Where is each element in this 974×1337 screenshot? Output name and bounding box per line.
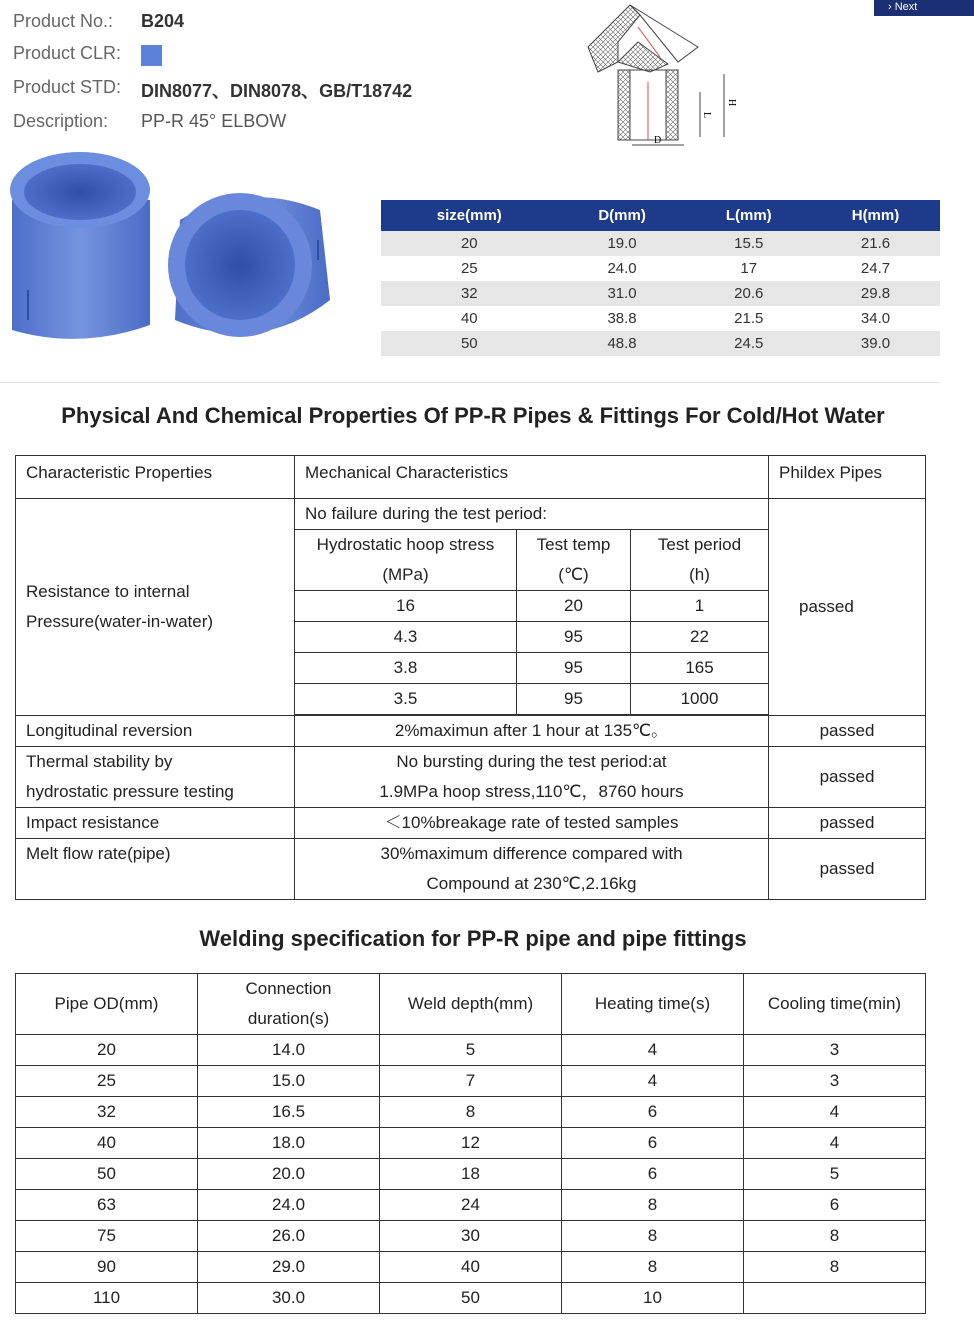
welding-cell: 8 [744, 1221, 926, 1252]
size-table-cell: 24.7 [811, 256, 940, 281]
size-table-header-cell: H(mm) [811, 200, 940, 231]
welding-row [16, 1128, 926, 1159]
welding-cell: 30.0 [198, 1283, 380, 1314]
welding-cell: 8 [380, 1097, 562, 1128]
chevron-right-icon: › [888, 1, 892, 13]
impact-row: Impact resistance ＜10%breakage rate of tested samples passed [16, 808, 926, 839]
welding-cell: 30 [380, 1221, 562, 1252]
divider [0, 382, 940, 383]
welding-title: Welding specification for PP-R pipe and pipe fittings [199, 926, 747, 951]
size-table-cell: 34.0 [811, 306, 940, 331]
welding-row [16, 1035, 926, 1066]
size-table-cell: 31.0 [558, 281, 687, 306]
subheader-test-period: Test period (h) [631, 530, 769, 591]
product-std-label: Product STD: [13, 77, 122, 97]
welding-row [16, 1066, 926, 1097]
welding-cell: 8 [562, 1190, 744, 1221]
size-table-header [381, 200, 940, 231]
welding-cell: 4 [744, 1097, 926, 1128]
welding-cell: 24.0 [198, 1190, 380, 1221]
size-table-row [381, 231, 940, 256]
properties-title: Physical And Chemical Properties Of PP-R Pipes & Fittings For Cold/Hot Water [61, 403, 885, 428]
welding-cell: 18.0 [198, 1128, 380, 1159]
header-phildex: Phildex Pipes [769, 456, 926, 499]
welding-cell: 6 [562, 1159, 744, 1190]
welding-cell: 6 [562, 1097, 744, 1128]
welding-cell: 20 [16, 1035, 198, 1066]
welding-cell: 110 [16, 1283, 198, 1314]
pressure-label: Resistance to internal Pressure(water-in-water) [16, 499, 295, 716]
welding-cell: 18 [380, 1159, 562, 1190]
welding-cell: 4 [744, 1128, 926, 1159]
header-pipe-od: Pipe OD(mm) [16, 974, 198, 1035]
welding-cell: 32 [16, 1097, 198, 1128]
welding-cell: 7 [380, 1066, 562, 1097]
size-table-row [381, 256, 940, 281]
pressure-row: 3.5 95 1000 [16, 684, 926, 715]
size-table-cell: 24.0 [558, 256, 687, 281]
welding-cell: 15.0 [198, 1066, 380, 1097]
header-heating-time: Heating time(s) [562, 974, 744, 1035]
size-table-cell: 21.6 [811, 231, 940, 256]
size-table-cell: 32 [381, 281, 558, 306]
welding-cell: 40 [16, 1128, 198, 1159]
welding-cell: 5 [744, 1159, 926, 1190]
welding-cell: 8 [562, 1221, 744, 1252]
pressure-result: passed [769, 499, 926, 716]
melt-row: Melt flow rate(pipe) 30%maximum difference compared with Compound at 230℃,2.16kg passed [16, 839, 926, 900]
size-table-header-cell: size(mm) [381, 200, 558, 231]
pressure-row: 3.8 95 165 [16, 653, 926, 684]
welding-cell: 25 [16, 1066, 198, 1097]
subheader-hoop-stress: Hydrostatic hoop stress (MPa) [295, 530, 517, 591]
pressure-note: No failure during the test period: [295, 499, 769, 530]
welding-row [16, 1190, 926, 1221]
size-table-cell: 48.8 [558, 331, 687, 356]
product-clr-label: Product CLR: [13, 43, 122, 63]
product-clr-row [13, 43, 121, 64]
welding-row [16, 1097, 926, 1128]
welding-cell: 6 [744, 1190, 926, 1221]
product-desc-value: PP-R 45° ELBOW [141, 111, 287, 131]
size-table-row [381, 331, 940, 356]
welding-cell: 75 [16, 1221, 198, 1252]
welding-cell: 12 [380, 1128, 562, 1159]
size-table-cell: 17 [687, 256, 811, 281]
welding-cell: 3 [744, 1035, 926, 1066]
pressure-row: 16 20 1 [16, 591, 926, 622]
welding-cell: 5 [380, 1035, 562, 1066]
size-table-cell: 19.0 [558, 231, 687, 256]
thermal-row: Thermal stability by hydrostatic pressure testing No bursting during the test period:at 1.9MPa hoop stress,110℃，8760 hours passed [16, 747, 926, 808]
product-std-row [13, 77, 413, 101]
properties-header-row [16, 456, 926, 499]
size-table-header-cell: L(mm) [687, 200, 811, 231]
size-table-cell: 21.5 [687, 306, 811, 331]
product-no-value: B204 [141, 11, 185, 31]
product-std-value: DIN8077、DIN8078、GB/T18742 [141, 81, 413, 101]
welding-cell: 40 [380, 1252, 562, 1283]
dim-l-label: L [701, 112, 712, 119]
size-table-cell: 25 [381, 256, 558, 281]
header-characteristic: Characteristic Properties [16, 456, 295, 499]
size-table-cell: 20.6 [687, 281, 811, 306]
size-table-cell: 24.5 [687, 331, 811, 356]
welding-cell: 29.0 [198, 1252, 380, 1283]
product-no-row [13, 11, 185, 32]
welding-cell: 63 [16, 1190, 198, 1221]
dim-d-label: D [654, 135, 662, 146]
welding-cell: 16.5 [198, 1097, 380, 1128]
welding-cell: 50 [16, 1159, 198, 1190]
welding-cell: 3 [744, 1066, 926, 1097]
properties-table [15, 455, 926, 900]
size-table-cell: 50 [381, 331, 558, 356]
welding-row [16, 1283, 926, 1314]
longitudinal-row: Longitudinal reversion 2%maximun after 1 hour at 135℃。 passed [16, 716, 926, 747]
next-button[interactable]: › Next [874, 0, 974, 16]
size-table [381, 200, 940, 356]
welding-row [16, 1159, 926, 1190]
welding-cell: 10 [562, 1283, 744, 1314]
size-table-cell: 29.8 [811, 281, 940, 306]
size-table-row [381, 306, 940, 331]
welding-cell: 90 [16, 1252, 198, 1283]
size-table-header-cell: D(mm) [558, 200, 687, 231]
fitting-image [0, 140, 345, 355]
welding-cell: 14.0 [198, 1035, 380, 1066]
size-table-cell: 40 [381, 306, 558, 331]
pressure-row: 4.3 95 22 [16, 622, 926, 653]
welding-cell: 26.0 [198, 1221, 380, 1252]
size-table-cell: 38.8 [558, 306, 687, 331]
welding-cell: 8 [562, 1252, 744, 1283]
size-table-cell: 15.5 [687, 231, 811, 256]
header-connection-duration: Connection duration(s) [198, 974, 380, 1035]
size-table-cell: 39.0 [811, 331, 940, 356]
welding-cell: 20.0 [198, 1159, 380, 1190]
welding-cell: 8 [744, 1252, 926, 1283]
elbow-drawing [578, 2, 758, 154]
header-mechanical: Mechanical Characteristics [295, 456, 769, 499]
welding-cell: 6 [562, 1128, 744, 1159]
welding-row [16, 1221, 926, 1252]
size-table-row [381, 281, 940, 306]
product-desc-label: Description: [13, 111, 109, 131]
color-swatch [141, 45, 162, 66]
welding-cell: 4 [562, 1066, 744, 1097]
header-cooling-time: Cooling time(min) [744, 974, 926, 1035]
welding-cell: 24 [380, 1190, 562, 1221]
dim-h-label: H [726, 99, 737, 107]
subheader-test-temp: Test temp (℃) [517, 530, 631, 591]
welding-cell: 4 [562, 1035, 744, 1066]
product-no-label: Product No.: [13, 11, 114, 31]
size-table-cell: 20 [381, 231, 558, 256]
welding-row [16, 1252, 926, 1283]
welding-cell: 50 [380, 1283, 562, 1314]
header-weld-depth: Weld depth(mm) [380, 974, 562, 1035]
welding-cell [744, 1283, 926, 1314]
product-desc-row [13, 111, 287, 132]
welding-header-row [16, 974, 926, 1035]
welding-table [15, 973, 926, 1314]
